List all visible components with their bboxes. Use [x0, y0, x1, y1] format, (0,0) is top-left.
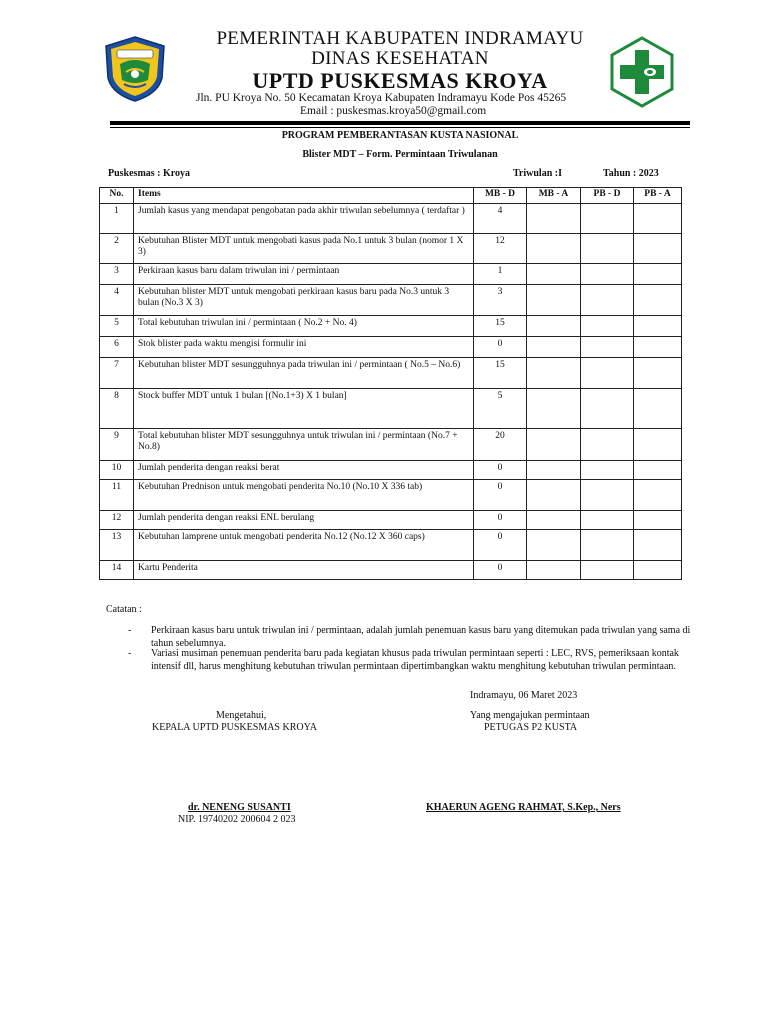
- row-mb-d: 15: [474, 316, 527, 337]
- note-bullet: -: [128, 625, 132, 636]
- row-number: 6: [100, 337, 134, 358]
- note-item: Perkiraan kasus baru untuk triwulan ini / permintaan, adalah jumlah penemuan kasus baru yang ditemukan pada triwulan yang sama di tahun sebelumnya.: [151, 625, 691, 649]
- row-pb-a: [634, 389, 682, 429]
- header-mb-d: MB - D: [474, 188, 527, 204]
- table-row: [100, 234, 682, 264]
- row-number: 11: [100, 480, 134, 511]
- row-mb-d: 4: [474, 204, 527, 234]
- row-pb-a: [634, 561, 682, 580]
- signature-right-role: Yang mengajukan permintaan: [470, 710, 590, 721]
- row-pb-d: [581, 461, 634, 480]
- header-institution: UPTD PUSKESMAS KROYA: [252, 68, 548, 93]
- table-row: [100, 511, 682, 530]
- signature-right-name: KHAERUN AGENG RAHMAT, S.Kep., Ners: [426, 802, 621, 813]
- table-row: [100, 285, 682, 316]
- row-mb-a: [527, 389, 581, 429]
- table-header-row: [100, 188, 682, 204]
- note-bullet: -: [128, 648, 132, 659]
- row-number: 1: [100, 204, 134, 234]
- row-mb-a: [527, 530, 581, 561]
- meta-triwulan: Triwulan :I: [513, 168, 562, 179]
- row-mb-a: [527, 285, 581, 316]
- table-row: [100, 480, 682, 511]
- row-mb-a: [527, 204, 581, 234]
- header-items: Items: [134, 188, 474, 204]
- row-item: Jumlah penderita dengan reaksi ENL berulang: [134, 511, 474, 530]
- row-item: Perkiraan kasus baru dalam triwulan ini / permintaan: [134, 264, 474, 285]
- meta-puskesmas: Puskesmas : Kroya: [108, 168, 191, 179]
- row-pb-a: [634, 264, 682, 285]
- row-mb-d: 0: [474, 337, 527, 358]
- table-row: [100, 461, 682, 480]
- header-email: Email : puskesmas.kroya50@gmail.com: [300, 105, 487, 117]
- row-pb-d: [581, 389, 634, 429]
- row-mb-d: 5: [474, 389, 527, 429]
- header-no: No.: [100, 188, 134, 204]
- row-mb-a: [527, 480, 581, 511]
- row-mb-d: 15: [474, 358, 527, 389]
- row-number: 8: [100, 389, 134, 429]
- row-mb-d: 0: [474, 461, 527, 480]
- row-pb-d: [581, 285, 634, 316]
- row-item: Kebutuhan blister MDT sesungguhnya pada triwulan ini / permintaan ( No.5 – No.6): [134, 358, 474, 389]
- indramayu-crest-logo: [100, 34, 170, 104]
- row-mb-a: [527, 316, 581, 337]
- row-mb-a: [527, 358, 581, 389]
- row-item: Kartu Penderita: [134, 561, 474, 580]
- signature-date: Indramayu, 06 Maret 2023: [470, 690, 578, 701]
- row-number: 10: [100, 461, 134, 480]
- row-number: 14: [100, 561, 134, 580]
- row-mb-a: [527, 234, 581, 264]
- row-mb-a: [527, 337, 581, 358]
- row-pb-a: [634, 358, 682, 389]
- header-government: PEMERINTAH KABUPATEN INDRAMAYU: [216, 28, 584, 49]
- table-row: [100, 530, 682, 561]
- row-mb-a: [527, 429, 581, 461]
- row-pb-d: [581, 480, 634, 511]
- row-pb-d: [581, 316, 634, 337]
- row-pb-a: [634, 429, 682, 461]
- row-pb-a: [634, 530, 682, 561]
- program-title: PROGRAM PEMBERANTASAN KUSTA NASIONAL: [281, 130, 519, 141]
- row-item: Kebutuhan Prednison untuk mengobati penderita No.10 (No.10 X 336 tab): [134, 480, 474, 511]
- row-number: 7: [100, 358, 134, 389]
- request-table: [99, 187, 682, 580]
- header-address: Jln. PU Kroya No. 50 Kecamatan Kroya Kabupaten Indramayu Kode Pos 45265: [196, 92, 567, 104]
- row-item: Kebutuhan lamprene untuk mengobati penderita No.12 (No.12 X 360 caps): [134, 530, 474, 561]
- row-mb-a: [527, 561, 581, 580]
- row-pb-d: [581, 337, 634, 358]
- row-mb-d: 0: [474, 561, 527, 580]
- row-mb-a: [527, 511, 581, 530]
- row-item: Kebutuhan Blister MDT untuk mengobati kasus pada No.1 untuk 3 bulan (nomor 1 X 3): [134, 234, 474, 264]
- table-row: [100, 561, 682, 580]
- row-pb-d: [581, 358, 634, 389]
- row-pb-a: [634, 511, 682, 530]
- signature-left-role: Mengetahui,: [216, 710, 267, 721]
- signature-left-title: KEPALA UPTD PUSKESMAS KROYA: [152, 722, 317, 733]
- signature-left-nip: NIP. 19740202 200604 2 023: [178, 814, 296, 825]
- row-pb-d: [581, 511, 634, 530]
- header-divider-thick: [110, 121, 690, 125]
- table-row: [100, 264, 682, 285]
- row-number: 5: [100, 316, 134, 337]
- row-mb-a: [527, 461, 581, 480]
- row-pb-d: [581, 204, 634, 234]
- row-item: Jumlah kasus yang mendapat pengobatan pada akhir triwulan sebelumnya ( terdaftar ): [134, 204, 474, 234]
- row-pb-a: [634, 285, 682, 316]
- table-row: [100, 429, 682, 461]
- row-number: 9: [100, 429, 134, 461]
- signature-right-title: PETUGAS P2 KUSTA: [484, 722, 578, 733]
- row-pb-a: [634, 234, 682, 264]
- table-row: [100, 316, 682, 337]
- row-item: Stock buffer MDT untuk 1 bulan [(No.1+3) X 1 bulan]: [134, 389, 474, 429]
- row-item: Jumlah penderita dengan reaksi berat: [134, 461, 474, 480]
- table-row: [100, 389, 682, 429]
- row-number: 12: [100, 511, 134, 530]
- row-number: 4: [100, 285, 134, 316]
- row-mb-a: [527, 264, 581, 285]
- row-pb-a: [634, 316, 682, 337]
- note-item: Variasi musiman penemuan penderita baru pada kegiatan khusus pada triwulan permintaan seperti : LEC, RVS, pemeriksaan kontak intensif dll, harus menghitung kebutuhan triwulan permintaan dipertimbangkan waktu menghitung kebutuhan triwulan permintaan.: [151, 648, 679, 672]
- row-item: Stok blister pada waktu mengisi formulir ini: [134, 337, 474, 358]
- row-pb-d: [581, 561, 634, 580]
- row-mb-d: 1: [474, 264, 527, 285]
- row-number: 13: [100, 530, 134, 561]
- notes-label: Catatan :: [106, 604, 142, 615]
- row-pb-a: [634, 337, 682, 358]
- row-mb-d: 20: [474, 429, 527, 461]
- table-row: [100, 358, 682, 389]
- table-row: [100, 204, 682, 234]
- row-mb-d: 3: [474, 285, 527, 316]
- row-pb-a: [634, 480, 682, 511]
- row-item: Total kebutuhan blister MDT sesungguhnya untuk triwulan ini / permintaan (No.7 + No.8): [134, 429, 474, 461]
- form-title: Blister MDT – Form. Permintaan Triwulanan: [302, 149, 498, 160]
- header-mb-a: MB - A: [527, 188, 581, 204]
- row-pb-a: [634, 461, 682, 480]
- row-number: 3: [100, 264, 134, 285]
- row-mb-d: 0: [474, 480, 527, 511]
- header-department: DINAS KESEHATAN: [311, 48, 489, 69]
- header-pb-a: PB - A: [634, 188, 682, 204]
- header-pb-d: PB - D: [581, 188, 634, 204]
- row-pb-d: [581, 234, 634, 264]
- header-divider-thin: [110, 127, 690, 128]
- row-pb-a: [634, 204, 682, 234]
- row-mb-d: 0: [474, 530, 527, 561]
- row-mb-d: 12: [474, 234, 527, 264]
- row-pb-d: [581, 429, 634, 461]
- row-pb-d: [581, 530, 634, 561]
- signature-left-name: dr. NENENG SUSANTI: [188, 802, 291, 813]
- row-item: Kebutuhan blister MDT untuk mengobati perkiraan kasus baru pada No.3 untuk 3 bulan (No.3 X 3): [134, 285, 474, 316]
- row-number: 2: [100, 234, 134, 264]
- row-mb-d: 0: [474, 511, 527, 530]
- row-pb-d: [581, 264, 634, 285]
- row-item: Total kebutuhan triwulan ini / permintaan ( No.2 + No. 4): [134, 316, 474, 337]
- meta-tahun: Tahun : 2023: [603, 168, 659, 179]
- table-row: [100, 337, 682, 358]
